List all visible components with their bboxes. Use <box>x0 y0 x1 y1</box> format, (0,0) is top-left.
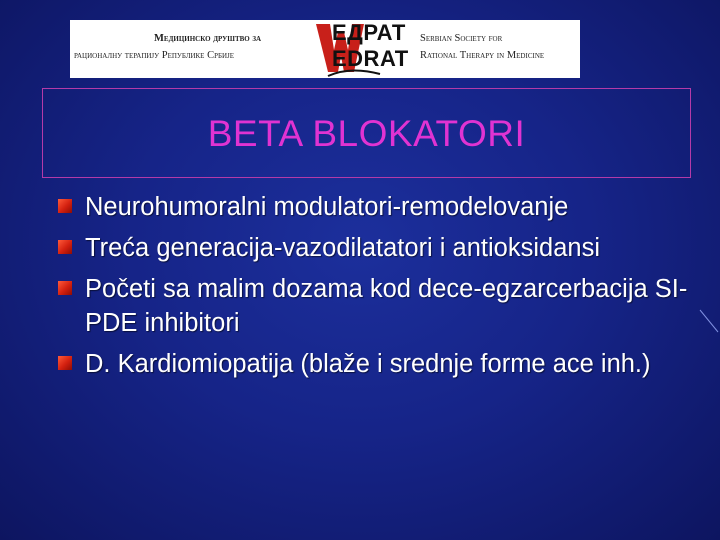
bullet-square-icon <box>58 199 72 213</box>
logo-word-latin: EDRAT <box>332 46 409 71</box>
bullet-square-icon <box>58 356 72 370</box>
bullet-text: D. Kardiomiopatija (blaže i srednje forme ace inh.) <box>85 350 651 378</box>
bullet-item <box>58 272 708 340</box>
bullet-item <box>58 231 708 265</box>
logo-right-text <box>420 30 578 64</box>
logo-left-line2: рационалну терапију Републике Србије <box>74 50 235 61</box>
logo-left-line1: Медицинско друштво за <box>154 33 262 44</box>
bullet-list <box>58 190 708 388</box>
slide-title-box <box>42 88 691 178</box>
bullet-text: Treća generacija-vazodilatatori i antioksidansi <box>85 234 600 262</box>
bullet-item <box>58 347 708 381</box>
bullet-text: Neurohumoralni modulatori-remodelovanje <box>85 193 569 221</box>
logo-right-line1: Serbian Society for <box>420 33 503 44</box>
slide-title: BETA BLOKATORI <box>207 113 526 154</box>
bullet-square-icon <box>58 281 72 295</box>
society-logo-banner <box>70 20 580 78</box>
logo-word-cyrillic: ЕДРАТ <box>332 20 406 45</box>
bullet-text: Početi sa malim dozama kod dece-egzarcerbacija SI-PDE inhibitori <box>85 275 688 337</box>
logo-right-line2: Rational Therapy in Medicine <box>420 50 545 61</box>
bullet-square-icon <box>58 240 72 254</box>
decorative-diagonal-line <box>698 308 720 334</box>
logo-left-text <box>74 30 304 64</box>
bullet-item <box>58 190 708 224</box>
